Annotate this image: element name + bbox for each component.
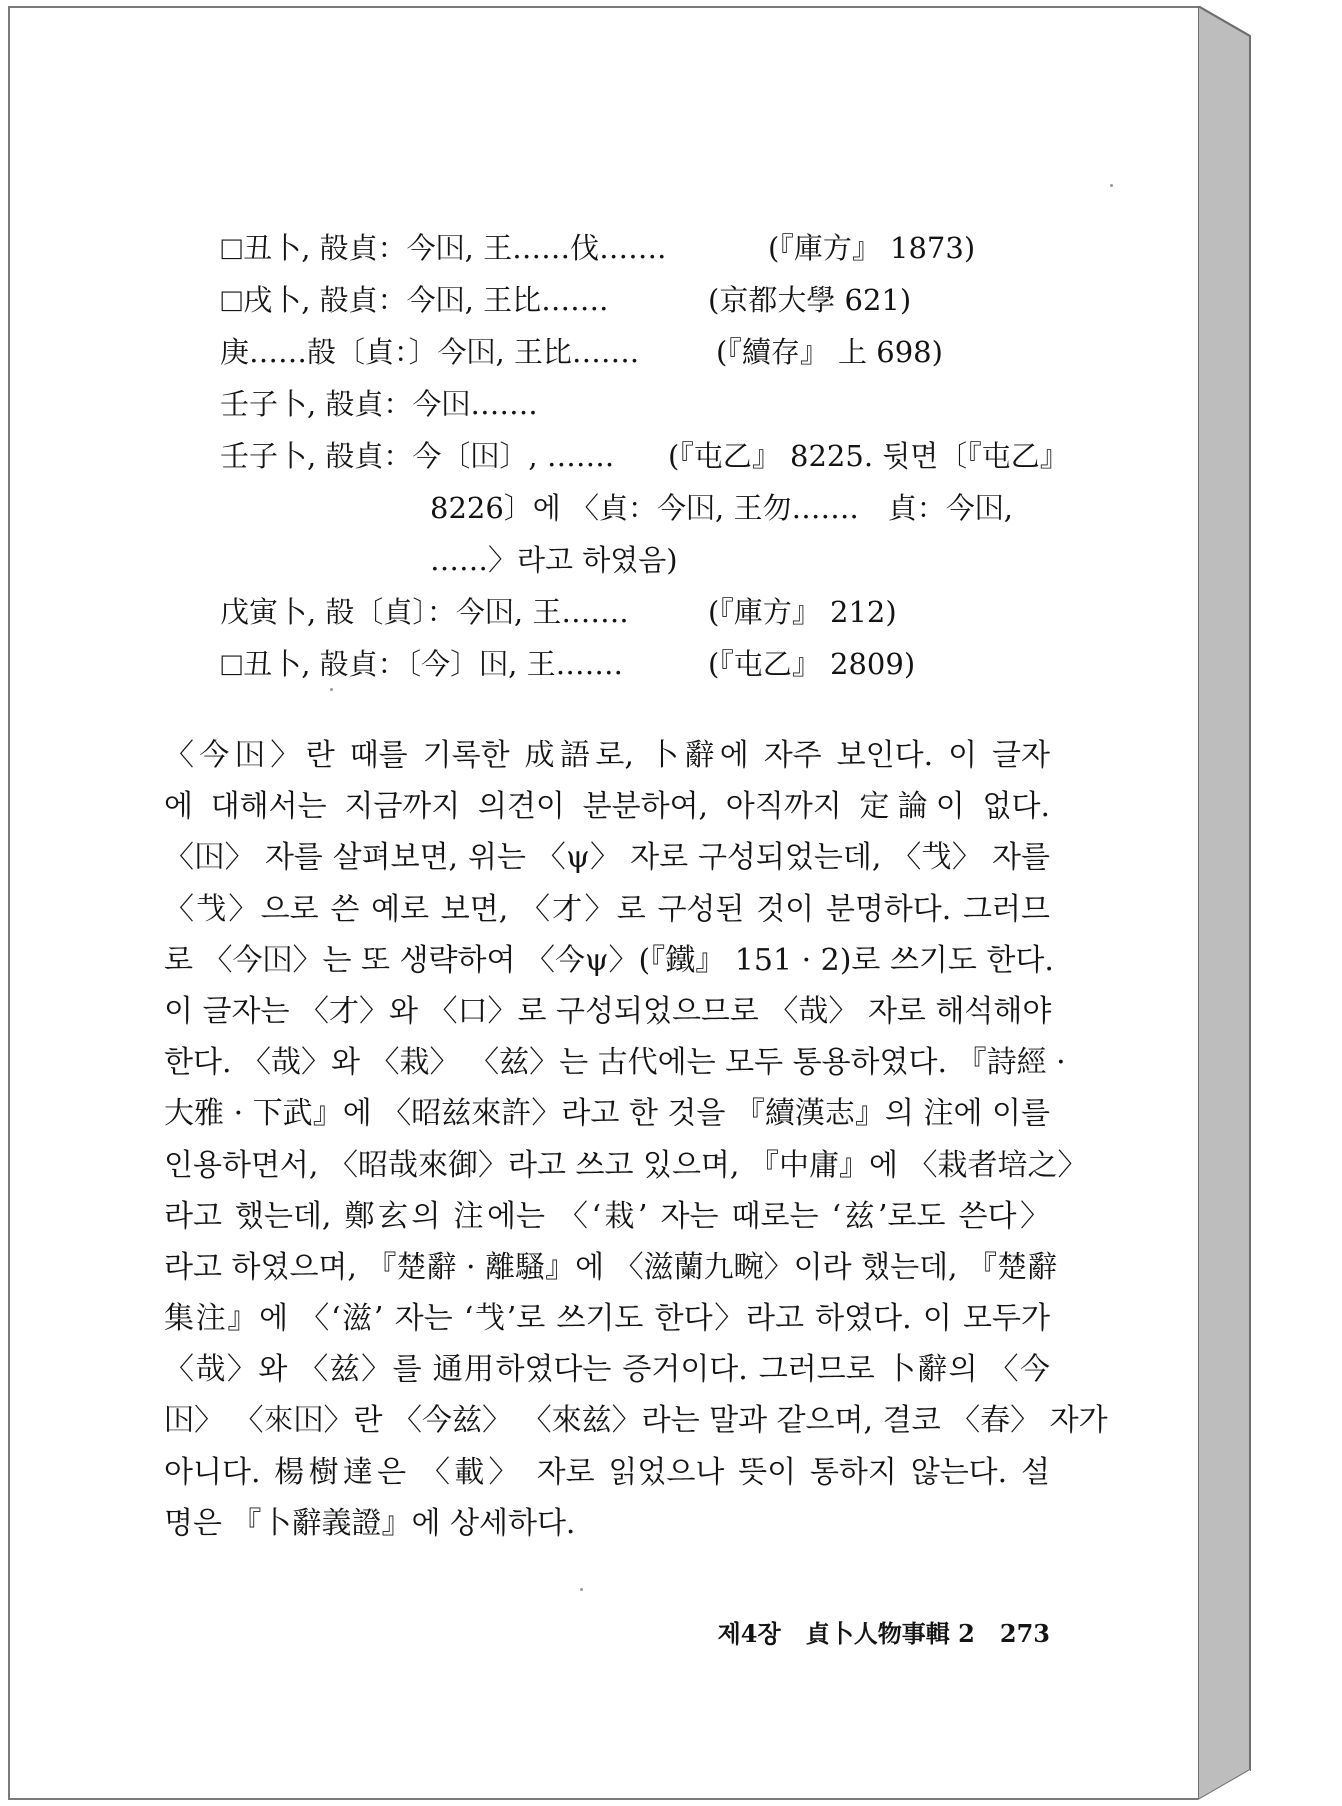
- inscription-entry: [220, 638, 1080, 690]
- paragraph-line: 〈𢦏〉으로 쓴 예로 보면, 〈才〉로 구성된 것이 분명하다. 그러므: [164, 891, 1050, 927]
- running-footer: [700, 1617, 1050, 1651]
- inscription-text: ☐丑卜, 㱿貞：〔今〕𡆥, 王…….: [220, 647, 623, 681]
- footer-title: 貞卜人物事輯 2: [805, 1619, 975, 1648]
- scan-speck: [580, 1588, 583, 1591]
- inscription-text: ☐戌卜, 㱿貞：今𡆥, 王比…….: [220, 283, 609, 317]
- inscription-text: 庚……㱿〔貞：〕今𡆥, 王比…….: [220, 335, 640, 369]
- scan-speck: [1110, 184, 1113, 187]
- commentary-paragraph: [164, 730, 1108, 1549]
- paragraph-line: 大雅 · 下武』에 〈昭兹來許〉라고 한 것을 『續漢志』의 注에 이를: [164, 1096, 1050, 1132]
- inscription-citation: (『屯乙』 8225. 뒷면〔『屯乙』: [668, 439, 1069, 473]
- paragraph-line: 이 글자는 〈才〉와 〈口〉로 구성되었으므로 〈哉〉 자로 해석해야: [164, 993, 1052, 1029]
- paragraph-line: 〈哉〉와 〈兹〉를 通用하였다는 증거이다. 그러므로 卜辭의 〈今: [164, 1352, 1050, 1388]
- inscription-text: ☐丑卜, 㱿貞：今𡆥, 王……伐…….: [220, 231, 667, 265]
- inscription-entry-continuation: [220, 482, 1080, 534]
- inscription-text: ……〉라고 하였음): [430, 543, 678, 577]
- page-edge-shape: [1198, 6, 1270, 1800]
- paragraph-line: 에 대해서는 지금까지 의견이 분분하여, 아직까지 定論이 없다.: [164, 789, 1050, 825]
- paragraph-line: 한다. 〈哉〉와 〈栽〉 〈兹〉는 古代에는 모두 통용하였다. 『詩經 ·: [164, 1045, 1066, 1081]
- paragraph-line: 𡆥〉 〈來𡆥〉란 〈今兹〉 〈來兹〉라는 말과 같으며, 결코 〈春〉 자가: [164, 1403, 1108, 1439]
- inscription-entry: [220, 378, 1080, 430]
- inscription-citation: (『庫方』 212): [708, 595, 897, 629]
- inscription-text: 戊寅卜, 㱿〔貞〕：今𡆥, 王…….: [220, 595, 629, 629]
- paragraph-line: 라고 하였으며, 『楚辭 · 離騷』에 〈滋蘭九畹〉이라 했는데, 『楚辭: [164, 1249, 1058, 1285]
- inscription-citation: (『庫方』 1873): [768, 231, 976, 265]
- paragraph-line: 명은 『卜辭義證』에 상세하다.: [164, 1505, 576, 1541]
- inscription-text: 8226〕에 〈貞：今𡆥, 王勿……. 貞：今𡆥,: [430, 491, 1013, 525]
- inscription-citation: (『續存』 上 698): [716, 335, 943, 369]
- inscription-list: [220, 222, 1080, 690]
- inscription-entry-continuation: [220, 534, 1080, 586]
- inscription-text: 壬子卜, 㱿貞：今〔𡆥〕, …….: [220, 439, 615, 473]
- inscription-entry: [220, 274, 1080, 326]
- inscription-text: 壬子卜, 㱿貞：今𡆥…….: [220, 387, 538, 421]
- scan-speck: [330, 688, 333, 691]
- inscription-entry: [220, 586, 1080, 638]
- inscription-citation: (『屯乙』 2809): [708, 647, 916, 681]
- inscription-citation: (京都大學 621): [708, 283, 912, 317]
- paragraph-line: 로 〈今𡆥〉는 또 생략하여 〈今ψ〉(『鐵』 151 · 2)로 쓰기도 한다.: [164, 942, 1054, 978]
- inscription-entry: [220, 222, 1080, 274]
- inscription-entry: [220, 430, 1080, 482]
- page-number: 273: [999, 1619, 1050, 1648]
- footer-chapter: 제4장: [717, 1619, 781, 1648]
- paragraph-line: 集注』에 〈‘滋’ 자는 ‘𢦏’로 쓰기도 한다〉라고 하였다. 이 모두가: [164, 1301, 1050, 1337]
- paragraph-line: 아니다. 楊樹達은 〈載〉 자로 읽었으나 뜻이 통하지 않는다. 설: [164, 1454, 1050, 1490]
- paragraph-line: 〈𡆥〉 자를 살펴보면, 위는 〈ψ〉 자로 구성되었는데, 〈𢦏〉 자를: [164, 840, 1050, 876]
- book-page-edge: [1198, 6, 1270, 1800]
- paragraph-line: 인용하면서, 〈昭哉來御〉라고 쓰고 있으며, 『中庸』에 〈栽者培之〉: [164, 1147, 1088, 1183]
- paragraph-line: 〈今𡆥〉란 때를 기록한 成語로, 卜辭에 자주 보인다. 이 글자: [164, 738, 1050, 773]
- inscription-entry: [220, 326, 1080, 378]
- paragraph-line: 라고 했는데, 鄭玄의 注에는 〈‘栽’ 자는 때로는 ‘兹’로도 쓴다〉: [164, 1198, 1050, 1234]
